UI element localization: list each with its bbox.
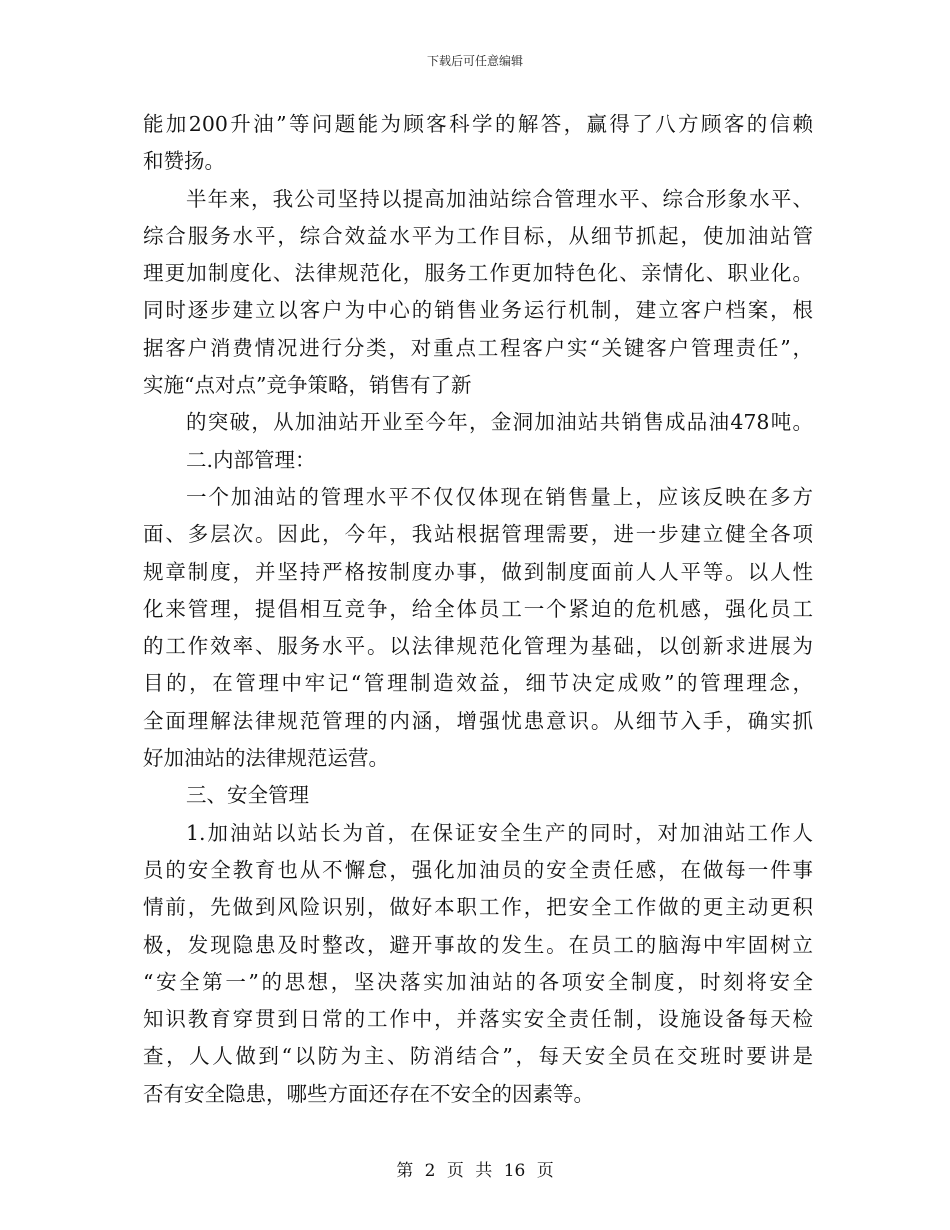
text-line: 化来管理，提倡相互竞争，给全体员工一个紧迫的危机感，强化员工 xyxy=(143,596,813,621)
page-number: 第 2 页 共 16 页 xyxy=(396,1161,554,1181)
page-header: 下载后可任意编辑 xyxy=(426,54,523,68)
text-line: 查，人人做到“以防为主、防消结合”，每天安全员在交班时要讲是 xyxy=(143,1044,813,1069)
text-line: 和赞扬。 xyxy=(143,149,225,174)
text-line: 好加油站的法律规范运营。 xyxy=(143,746,389,771)
text-line: 否有安全隐患，哪些方面还存在不安全的因素等。 xyxy=(143,1081,594,1106)
text-line: 实施“点对点”竞争策略，销售有了新 xyxy=(143,373,472,398)
text-line: 的突破，从加油站开业至今年，金洞加油站共销售成品油478吨。 xyxy=(186,410,813,435)
text-line: 规章制度，并坚持严格按制度办事，做到制度面前人人平等。以人性 xyxy=(143,559,813,584)
text-line: 一个加油站的管理水平不仅仅体现在销售量上，应该反映在多方 xyxy=(186,484,813,509)
text-line: 面、多层次。因此，今年，我站根据管理需要，进一步建立健全各项 xyxy=(143,522,813,547)
text-line: 全面理解法律规范管理的内涵，增强忧患意识。从细节入手，确实抓 xyxy=(143,708,813,733)
text-line: 同时逐步建立以客户为中心的销售业务运行机制，建立客户档案，根 xyxy=(143,298,813,323)
text-line: 的工作效率、服务水平。以法律规范化管理为基础，以创新求进展为 xyxy=(143,634,813,659)
text-line: 知识教育穿贯到日常的工作中，并落实安全责任制，设施设备每天检 xyxy=(143,1007,813,1032)
text-line: “安全第一”的思想，坚决落实加油站的各项安全制度，时刻将安全 xyxy=(143,969,813,994)
text-line: 半年来，我公司坚持以提高加油站综合管理水平、综合形象水平、 xyxy=(186,186,813,211)
text-line: 综合服务水平，综合效益水平为工作目标，从细节抓起，使加油站管 xyxy=(143,223,813,248)
text-line: 据客户消费情况进行分类，对重点工程客户实“关键客户管理责任”， xyxy=(143,335,813,360)
section-heading: 三、安全管理 xyxy=(186,783,309,808)
text-line: 员的安全教育也从不懈怠，强化加油员的安全责任感，在做每一件事 xyxy=(143,857,813,882)
text-line: 1.加油站以站长为首，在保证安全生产的同时，对加油站工作人 xyxy=(186,820,813,845)
text-line: 情前，先做到风险识别，做好本职工作，把安全工作做的更主动更积 xyxy=(143,895,813,920)
text-line: 理更加制度化、法律规范化，服务工作更加特色化、亲情化、职业化。 xyxy=(143,261,813,286)
text-line: 能加200升油”等问题能为顾客科学的解答，赢得了八方顾客的信赖 xyxy=(143,112,813,136)
document-body xyxy=(143,106,813,1113)
text-line: 目的，在管理中牢记“管理制造效益，细节决定成败”的管理理念， xyxy=(143,671,813,696)
section-heading: 二.内部管理： xyxy=(186,447,316,472)
text-line: 极，发现隐患及时整改，避开事故的发生。在员工的脑海中牢固树立 xyxy=(143,932,813,957)
